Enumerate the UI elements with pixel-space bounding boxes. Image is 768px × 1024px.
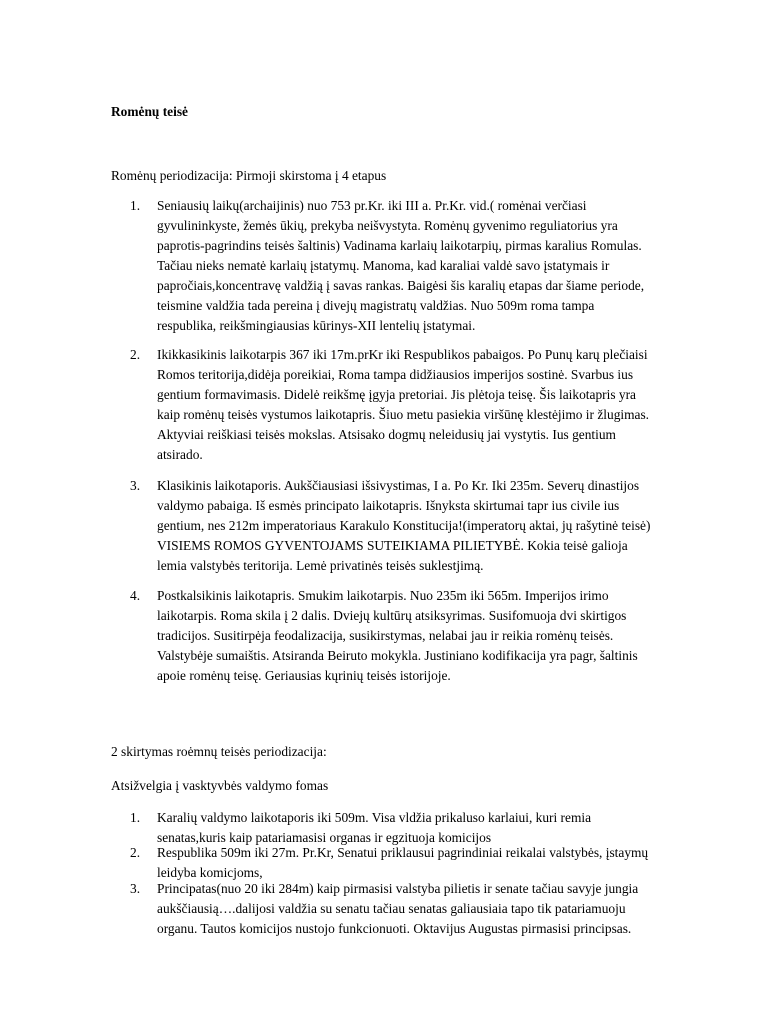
list-item-number: 2. — [130, 347, 141, 362]
section1-intro: Romėnų periodizacija: Pirmoji skirstoma į 4 etapus — [111, 168, 387, 183]
list-item-number: 1. — [130, 198, 141, 213]
list-item-text — [157, 345, 729, 465]
list-item-text — [157, 586, 729, 686]
text-line: Tačiau nieks nematė karlaių įstatymų. Manoma, kad karaliai valdė savo įstatymais ir — [157, 258, 610, 273]
text-line: organu. Tautos komicijos nustojo funkcionuoti. Oktavijus Augustas pirmasisi principsas. — [157, 921, 632, 936]
text-line: tradicijos. Susitirpėja feodalizacija, susikirstymas, nelabai jau ir reikia romėnų teisės. — [157, 628, 614, 643]
text-line: kaip romėnų teisės vystumos laikotapris. Šiuo metu pasiekia viršūnę klestėjimo ir žlugimas. — [157, 407, 650, 422]
list-item-number: 4. — [130, 588, 141, 603]
list-item-text — [157, 843, 729, 883]
text-line: laikotarpis. Roma skila į 2 dalis. Dviejų kultūrų atsiksyrimas. Susifomuoja dvi skirtigos — [157, 608, 627, 623]
text-line: Respublika 509m iki 27m. Pr.Kr, Senatui priklausui pagrindiniai reikalai valstybės, įstaymų — [157, 845, 649, 860]
text-line: lemia valstybės teritorija. Lemė privatinės teisės suklestjimą. — [157, 558, 484, 573]
text-line: paprotis-pagrindins teisės šaltinis) Vadinama karlaių laikotarpių, pirmas karalius Romulas. — [157, 238, 642, 253]
text-line: gentium formavimasis. Didelė reikšmę įgyja pretoriai. Jis plėtoja teisę. Šis laikotapris yra — [157, 387, 636, 402]
text-line: atsirado. — [157, 447, 203, 462]
text-line: Karalių valdymo laikotaporis iki 509m. Visa vldžia prikaluso karlaiui, kuri remia — [157, 810, 592, 825]
text-line: papročiais,koncentravę valdžią į savas rankas. Baigėsi šis karalių etapas dar šiame periode, — [157, 278, 645, 293]
text-line: Romos teritorija,didėja poreikiai, Roma tampa didžiausios imperijos sostinė. Svarbus ius — [157, 367, 634, 382]
text-line: gyvulininkyste, žemės ūkių, prekyba neišvystyta. Romėnų gyvenimo reguliatorius yra — [157, 218, 618, 233]
text-line: Aktyviai reiškiasi teisės mokslas. Atsisako dogmų neleidusių jai vystytis. Ius gentium — [157, 427, 616, 442]
text-line: Postkalsikinis laikotapris. Smukim laikotarpis. Nuo 235m iki 565m. Imperijos irimo — [157, 588, 609, 603]
list-item-text — [157, 808, 729, 848]
section2-subintro: Atsižvelgia į vasktyvbės valdymo fomas — [111, 778, 329, 793]
text-line: apoie romėnų teisę. Geriausias kųrinių teisės istorijoje. — [157, 668, 451, 683]
document-title: Romėnų teisė — [111, 104, 188, 119]
text-line: valdymo pabaiga. Iš esmės principato laikotapris. Išnyksta skirtumai tapr ius civile ius — [157, 498, 620, 513]
text-line: Ikikkasikinis laikotarpis 367 iki 17m.prKr iki Respublikos pabaigos. Po Punų karų plečiaisi — [157, 347, 648, 362]
text-line: respublika, reikšmingiausias kūrinys-XII lentelių įstatymai. — [157, 318, 476, 333]
list-item-number: 3. — [130, 478, 141, 493]
text-line: aukščiausią….dalijosi valdžia su senatu tačiau senatas galiausiaia tapo tik patariamuoju — [157, 901, 626, 916]
list-item-text — [157, 196, 729, 336]
section2-intro: 2 skirtymas roėmnų teisės periodizacija: — [111, 744, 327, 759]
text-line: teismine valdžia tada pereina į divejų magistratų valdžias. Nuo 509m roma tampa — [157, 298, 595, 313]
list-item-text — [157, 879, 729, 939]
list-item-number: 1. — [130, 810, 141, 825]
text-line: VISIEMS ROMOS GYVENTOJAMS SUTEIKIAMA PILIETYBĖ. Kokia teisė galioja — [157, 538, 628, 553]
list-item-number: 2. — [130, 845, 141, 860]
list-item-text — [157, 476, 729, 576]
text-line: gentium, nes 212m imperatoriaus Karakulo Konstitucija!(imperatorų aktai, jų rašytinė teisė) — [157, 518, 651, 533]
text-line: Seniausių laikų(archaijinis) nuo 753 pr.Kr. iki III a. Pr.Kr. vid.( romėnai verčiasi — [157, 198, 587, 213]
text-line: Klasikinis laikotaporis. Aukščiausiasi išsivystimas, I a. Po Kr. Iki 235m. Severų dinastijos — [157, 478, 640, 493]
list-item-number: 3. — [130, 881, 141, 896]
text-line: senatas,kuris kaip patariamasisi organas ir egzituoja komicijos — [157, 830, 492, 845]
text-line: Principatas(nuo 20 iki 284m) kaip pirmasisi valstyba pilietis ir senate tačiau savyje jungia — [157, 881, 639, 896]
text-line: Valstybėje sumaištis. Atsiranda Beiruto mokykla. Justiniano kodifikacija yra pagr, šaltinis — [157, 648, 638, 663]
text-line: leidyba komicjoms, — [157, 865, 263, 880]
